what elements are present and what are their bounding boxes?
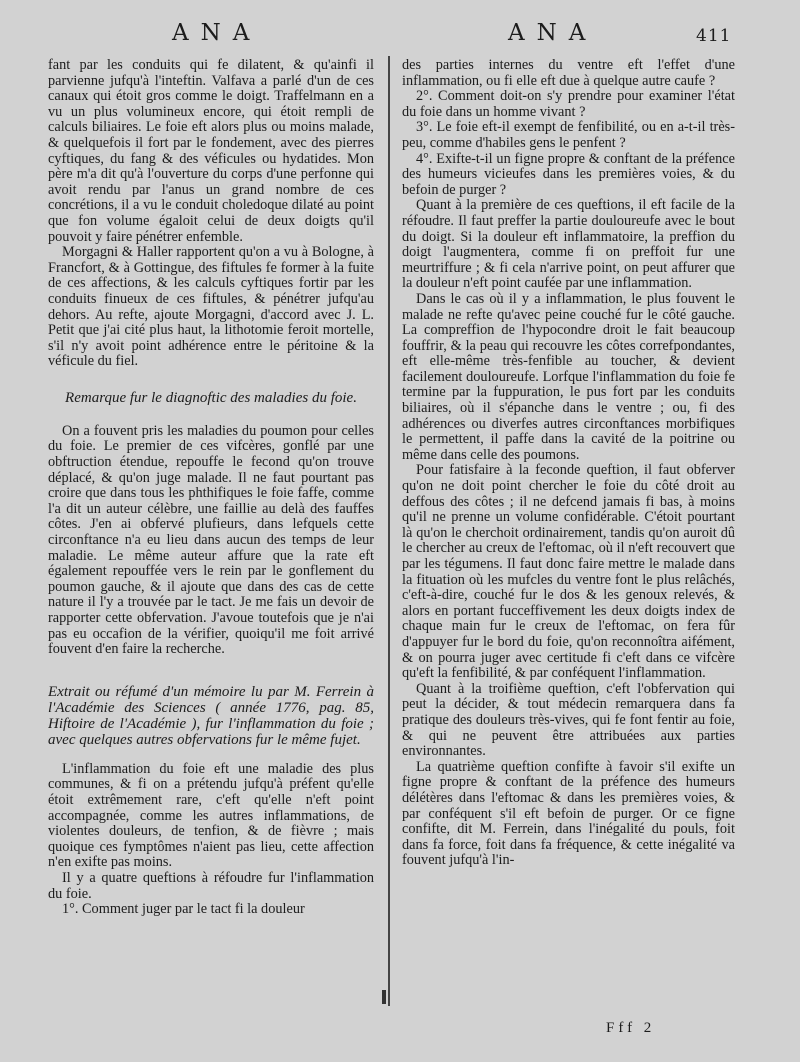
paragraph: Morgagni & Haller rapportent qu'on a vu à Bologne, à Francfort, & à Gottingue, des fiftules fe former à la fuite de ces affections, & les calculs cyftiques fortir par les conduits finueux de ces fiftules, & pénétrer jufqu'au dehors. Au refte, ajoute Morgagni, d'accord avec J. L. Petit que j'ai cité plus haut, la lithotomie feroit mortelle, s'il n'y avoit point adhérence entre le péritoine & la véficule du fiel. xyxy=(48,244,374,370)
paragraph: On a fouvent pris les maladies du poumon pour celles du foie. Le premier de ces vifcères, gonflé par une obftruction étendue, repouffe le fecond qu'on trouve déplacé, & qu'on juge malade. Il ne faut pourtant pas croire que dans tous les phthifiques le foie faffe, comme l'a dit un auteur célèbre, une faillie au delà des fauffes côtes. J'en ai obfervé plufieurs, dans lefquels cette circonftance n'a eu lieu dans aucun des temps de leur maladie. Le même auteur affure que la rate eft également repouffée vers le rein par le gonflement du poumon gauche, & il ajoute que dans des cas de cette nature il l'y a trouvée par le tact. Je me fais un devoir de rapporter cette obfervation. J'avoue toutefois que je n'ai pas eu occafion de la vérifier, quoiqu'il me foit arrivé fouvent d'en faire la recherche. xyxy=(48,422,374,658)
page-number: 411 xyxy=(696,26,732,46)
right-column xyxy=(402,58,735,1038)
paragraph: 2°. Comment doit-on s'y prendre pour examiner l'état du foie dans un homme vivant ? xyxy=(402,88,735,120)
column-divider xyxy=(388,56,390,1006)
paragraph: Pour fatisfaire à la feconde queftion, il faut obferver qu'on ne doit point chercher le foie du côté droit au deffous des côtes ; il ne defcend jamais fi bas, à moins qu'il ne prenne un volume confidérable. C'étoit pourtant là qu'on le cherchoit ordinairement, tandis qu'on auroit dû le chercher au creux de l'eftomac, où il n'eft recouvert que par les tégumens. Il faut donc faire mettre le malade dans la fituation où les mufcles du ventre font le plus relâchés, c'eft-à-dire, couché fur le dos & les genoux relevés, & alors en portant fucceffivement les deux doigts index de chaque main fur le creux de l'eftomac, on fera fûr d'appuyer fur le bord du foie, qu'on reconnoîtra aifément, & on pourra juger avec certitude fi c'eft dans ce vifcère qu'eft la fenfibilité, & par conféquent l'inflammation. xyxy=(402,462,735,682)
paragraph: Il y a quatre queftions à réfoudre fur l'inflammation du foie. xyxy=(48,869,374,902)
running-head-right: ANA xyxy=(508,20,598,46)
paragraph: La quatrième queftion confifte à favoir s'il exifte un figne propre & conftant de la préfence des humeurs délétères dans l'eftomac & dans les premières voies, & par conféquent s'il eft befoin de purger. Or ce figne confifte, dit M. Ferrein, dans l'inégalité du pouls, foit dans fa force, foit dans fa fréquence, & cette inégalité va fouvent jufqu'à l'in- xyxy=(402,758,735,869)
paragraph: Dans le cas où il y a inflammation, le plus fouvent le malade ne refte qu'avec peine couché fur le côté gauche. La compreffion de l'hypocondre droit le fait beaucoup fouffrir, & la peau qui recouvre les côtes correfpondantes, eft elle-même très-fenfible au toucher, & devient facilement douloureufe. Lorfque l'inflammation du foie fe termine par la fuppuration, le pus fort par les conduits biliaires, où il s'épanche dans le ventre ; ou, fi des adhérences ou diverfes autres circonftances morbifiques le permettent, il paffe dans la cavité de la poitrine ou même dans celle des poumons. xyxy=(402,290,735,463)
paragraph: 4°. Exifte-t-il un figne propre & conftant de la préfence des humeurs vicieufes dans les premières voies, & du befoin de purger ? xyxy=(402,150,735,198)
signature-mark: Fff 2 xyxy=(606,1020,656,1036)
left-column xyxy=(48,58,374,1038)
paragraph: Quant à la première de ces queftions, il eft facile de la réfoudre. Il faut preffer la partie douloureufe avec le bout du doigt. Si la douleur eft inflammatoire, la preffion du doigt l'augmentera, comme fi on preffoit fur une meurtriffure ; & fi cela n'arrive point, on peut affurer que la douleur n'eft point caufée par une inflammation. xyxy=(402,197,735,292)
section-heading: Remarque fur le diagnoftic des maladies du foie. xyxy=(65,389,357,406)
paragraph: L'inflammation du foie eft une maladie des plus communes, & fi on a prétendu jufqu'à préfent qu'elle étoit extrêmement rare, c'eft qu'elle n'eft point accompagnée, comme les autres inflammations, de violentes douleurs, de tenfion, & de fièvre ; mais quoique ces fymptômes n'aient pas lieu, cette affection n'en exifte pas moins. xyxy=(48,760,374,871)
rule-end-mark xyxy=(382,990,386,1004)
running-head-left: ANA xyxy=(172,20,262,46)
paragraph: Quant à la troifième queftion, c'eft l'obfervation qui peut la décider, & tout médecin remarquera dans fa pratique des douleurs très-vives, qui fe font fentir au foie, & qui ne peuvent être attribuées aux parties environnantes. xyxy=(402,680,735,760)
section-heading: Extrait ou réfumé d'un mémoire lu par M. Ferrein à l'Académie des Sciences ( année 1776, pag. 85, Hiftoire de l'Académie ), fur l'inflammation du foie ; avec quelques autres obfervations fur le même fujet. xyxy=(48,683,374,748)
paragraph: 1°. Comment juger par le tact fi la douleur xyxy=(62,901,305,918)
running-header xyxy=(0,20,800,50)
paragraph: fant par les conduits qui fe dilatent, & qu'ainfi il parvienne jufqu'à l'inteftin. Valfava a parlé d'un de ces canaux qui étoit gros comme le doigt. Traffelmann en a vu un plus volumineux encore, qui étoit rempli de calculs biliaires. Le foie eft alors plus ou moins malade, & quelquefois il fort par le fondement, avec des pierres cyftiques, du fang & des véficules ou hydatides. Mon père m'a dit qu'à l'ouverture du corps d'une perfonne qui avoit rendu par l'anus un grand nombre de ces concrétions, il a vu le conduit choledoque dilaté au point que fon volume égaloit celui de deux doigts qu'il pouvoit y faire pénétrer enfemble. xyxy=(48,58,374,245)
paragraph: 3°. Le foie eft-il exempt de fenfibilité, ou en a-t-il très-peu, comme d'habiles gens le penfent ? xyxy=(402,119,735,151)
paragraph: des parties internes du ventre eft l'effet d'une inflammation, ou fi elle eft due à quelque autre caufe ? xyxy=(402,58,735,89)
